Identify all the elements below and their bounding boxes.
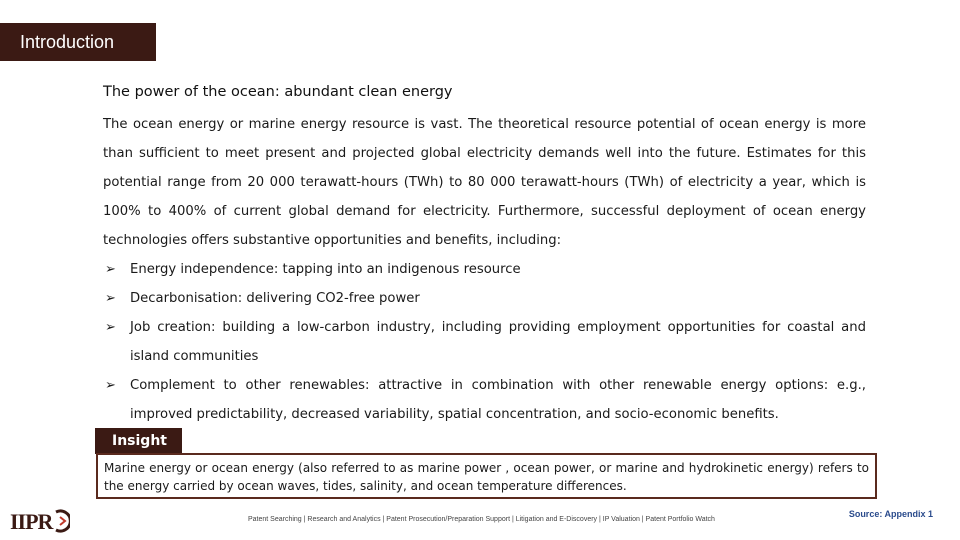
main-content — [103, 80, 866, 429]
list-item — [103, 371, 866, 429]
bullet-text: building a low-carbon industry, including providing employment opportunities for coastal and island communities — [130, 320, 866, 364]
bullet-title: Energy independence: — [130, 262, 279, 277]
bullet-text: tapping into an indigenous resource — [278, 262, 521, 277]
arrow-bullet-icon: ➢ — [105, 378, 116, 393]
bullet-text: attractive in combination with other renewable energy options: e.g., improved predictability, decreased variability, spatial concentration, and socio-economic benefits. — [130, 378, 866, 422]
list-item — [103, 284, 866, 313]
section-label: Introduction — [0, 23, 156, 61]
iiprd-logo — [10, 509, 70, 533]
arrow-bullet-icon: ➢ — [105, 262, 116, 277]
source-note: Source: Appendix 1 — [848, 509, 933, 519]
arrow-bullet-icon: ➢ — [105, 320, 116, 335]
list-item — [103, 313, 866, 371]
list-item — [103, 255, 866, 284]
benefit-list — [103, 255, 866, 429]
bullet-title: Complement to other renewables: — [130, 378, 370, 393]
bullet-title: Decarbonisation: — [130, 291, 243, 306]
svg-text:IIPR: IIPR — [10, 509, 53, 533]
footer-services: Patent Searching | Research and Analytics | Patent Prosecution/Preparation Support | Litigation and E-Discovery | IP Valuation | Patent Portfolio Watch — [248, 516, 715, 523]
logo-icon — [10, 509, 70, 533]
insight-box: Marine energy or ocean energy (also referred to as marine power , ocean power, or marine and hydrokinetic energy) refers to the energy carried by ocean waves, tides, salinity, and ocean temperature differences. — [96, 453, 877, 499]
bullet-text: delivering CO2-free power — [242, 291, 420, 306]
insight-label: Insight — [95, 428, 182, 454]
arrow-bullet-icon: ➢ — [105, 291, 116, 306]
page-title: The power of the ocean: abundant clean energy — [103, 84, 453, 100]
bullet-title: Job creation: — [130, 320, 216, 335]
intro-paragraph: The ocean energy or marine energy resource is vast. The theoretical resource potential of ocean energy is more than sufficient to meet present and projected global electricity demands well into the future. Estimates for this potential range from 20 000 terawatt-hours (TWh) to 80 000 terawatt-hours (TWh) of electricity a year, which is 100% to 400% of current global demand for electricity. Furthermore, successful deployment of ocean energy technologies offers substantive opportunities and benefits, including: — [103, 117, 866, 248]
